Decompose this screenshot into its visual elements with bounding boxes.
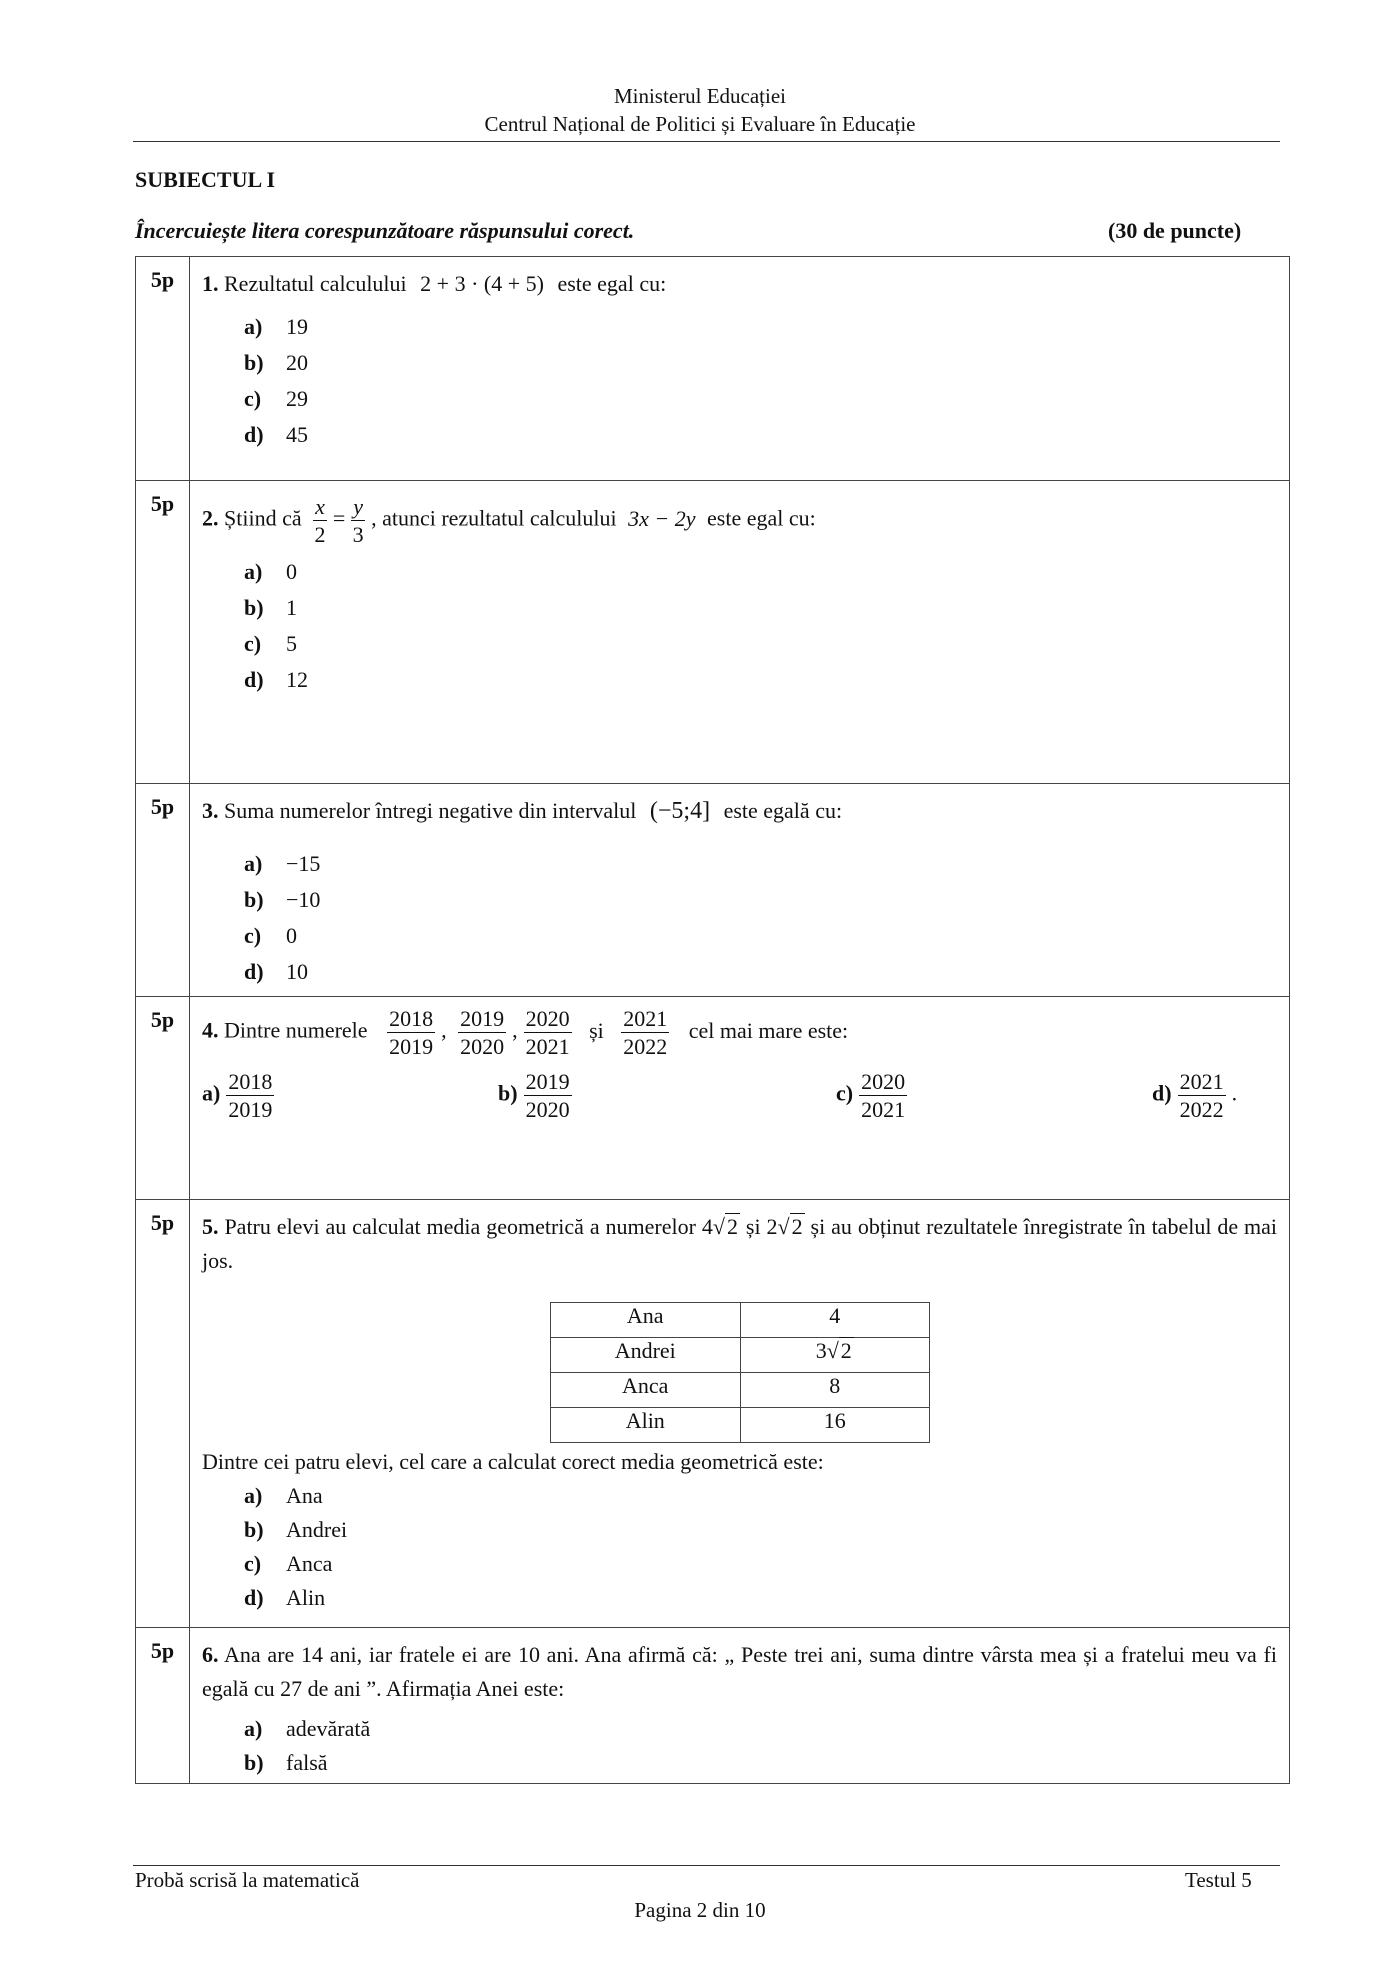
fraction-denominator: 2021 bbox=[861, 1097, 906, 1123]
option-b[interactable] bbox=[498, 1070, 578, 1121]
option-d[interactable] bbox=[244, 954, 1277, 990]
fraction-denominator: 2020 bbox=[525, 1097, 570, 1123]
student-result: 8 bbox=[740, 1373, 930, 1408]
stem-text: Ana are 14 ani, iar fratele ei are 10 ani. Ana afirmă că: „ Peste trei ani, suma dintre vârsta mea și a fratelui meu va fi egală cu 27 de ani ”. Afirmația Anei este: bbox=[202, 1642, 1277, 1701]
option-letter: a) bbox=[244, 1483, 263, 1508]
option-letter: d) bbox=[244, 959, 264, 984]
question-body bbox=[190, 1200, 1290, 1628]
fraction-numerator: y bbox=[351, 495, 365, 521]
math-expression: 2 + 3 · (4 + 5) bbox=[420, 271, 544, 296]
instruction-text: Încercuiește litera corespunzătoare răspunsului corect. bbox=[135, 218, 635, 243]
header-divider bbox=[133, 141, 1280, 142]
question-row-2 bbox=[136, 481, 1290, 784]
fraction bbox=[859, 1070, 907, 1121]
fraction-denominator: 3 bbox=[352, 522, 364, 548]
option-letter: a) bbox=[244, 851, 263, 876]
option-d[interactable] bbox=[244, 1581, 1277, 1615]
stem-text: și au obținut rezultatele înregistrate în tabelul de mai jos. bbox=[202, 1214, 1278, 1273]
option-letter: d) bbox=[244, 667, 264, 693]
option-value: Alin bbox=[286, 1585, 326, 1610]
question-row-4 bbox=[136, 997, 1290, 1200]
student-name: Anca bbox=[551, 1373, 741, 1408]
fraction-numerator: 2018 bbox=[387, 1007, 435, 1033]
option-value: 19 bbox=[286, 314, 308, 339]
options-list bbox=[244, 1479, 1277, 1615]
question-number: 4. bbox=[202, 1017, 219, 1043]
option-letter: c) bbox=[244, 631, 262, 657]
footer-divider bbox=[133, 1865, 1280, 1866]
option-letter: a) bbox=[202, 1080, 221, 1106]
option-value: 20 bbox=[286, 350, 308, 375]
results-row bbox=[551, 1373, 930, 1408]
stem-text: Rezultatul calculului bbox=[224, 271, 407, 296]
option-c[interactable] bbox=[244, 1547, 1277, 1581]
option-letter: b) bbox=[244, 350, 264, 375]
option-d[interactable] bbox=[1152, 1070, 1237, 1121]
question-body bbox=[190, 1628, 1290, 1784]
option-c[interactable] bbox=[836, 1070, 913, 1121]
option-letter: d) bbox=[244, 422, 264, 447]
fraction bbox=[387, 1007, 435, 1058]
stem-text: este egală cu: bbox=[723, 798, 843, 823]
question-number: 3. bbox=[202, 798, 219, 823]
option-b[interactable] bbox=[244, 1746, 1277, 1780]
section-title: SUBIECTUL I bbox=[135, 167, 276, 192]
fraction bbox=[313, 495, 327, 546]
stem-text: Patru elevi au calculat media geometrică a numerelor bbox=[224, 1214, 696, 1239]
fraction bbox=[1178, 1070, 1226, 1121]
results-row bbox=[551, 1408, 930, 1443]
option-letter: d) bbox=[244, 1585, 264, 1610]
option-value: falsă bbox=[286, 1750, 328, 1775]
option-letter: d) bbox=[1152, 1080, 1172, 1106]
option-value: 0 bbox=[286, 923, 297, 948]
fraction-numerator: 2020 bbox=[524, 1007, 572, 1033]
equals-sign: = bbox=[332, 505, 346, 531]
question-number: 5. bbox=[202, 1214, 219, 1239]
options-list bbox=[244, 309, 1277, 453]
fraction bbox=[524, 1007, 572, 1058]
sqrt-icon: √2 bbox=[826, 1338, 852, 1363]
option-letter: c) bbox=[244, 923, 262, 948]
fraction-numerator: 2020 bbox=[859, 1070, 907, 1096]
results-row bbox=[551, 1303, 930, 1338]
fraction-denominator: 2019 bbox=[228, 1097, 273, 1123]
option-a[interactable] bbox=[244, 309, 1277, 345]
fraction-denominator: 2022 bbox=[623, 1034, 668, 1060]
options-row bbox=[202, 1064, 1277, 1174]
question-points: 5p bbox=[136, 1200, 190, 1628]
option-value: 1 bbox=[286, 595, 297, 621]
fraction bbox=[458, 1007, 506, 1058]
option-c[interactable] bbox=[244, 381, 1277, 417]
stem-text: Dintre numerele bbox=[224, 1017, 368, 1043]
question-body bbox=[190, 481, 1290, 784]
option-a[interactable] bbox=[202, 1070, 280, 1121]
question-row-6 bbox=[136, 1628, 1290, 1784]
option-value: −10 bbox=[286, 887, 321, 912]
option-b[interactable] bbox=[244, 590, 1277, 626]
stem-text: și bbox=[589, 1017, 604, 1043]
student-name: Alin bbox=[551, 1408, 741, 1443]
question-stem bbox=[202, 495, 1277, 546]
results-row bbox=[551, 1338, 930, 1373]
question-number: 2. bbox=[202, 505, 219, 531]
points-total: (30 de puncte) bbox=[1108, 218, 1242, 243]
radical-coefficient: 2 bbox=[766, 1214, 778, 1239]
question-points: 5p bbox=[136, 997, 190, 1200]
options-list bbox=[244, 554, 1277, 698]
option-d[interactable] bbox=[244, 662, 1277, 698]
question-points: 5p bbox=[136, 784, 190, 997]
stem-text: Știind că bbox=[224, 505, 302, 531]
question-stem bbox=[202, 1638, 1277, 1706]
option-c[interactable] bbox=[244, 626, 1277, 662]
radicand: 2 bbox=[840, 1338, 852, 1363]
student-name: Ana bbox=[551, 1303, 741, 1338]
math-expression: 3x − 2y bbox=[628, 505, 696, 531]
option-d[interactable] bbox=[244, 417, 1277, 453]
fraction bbox=[621, 1007, 669, 1058]
separator: , bbox=[441, 1017, 447, 1043]
question-body bbox=[190, 257, 1290, 481]
option-value: adevărată bbox=[286, 1716, 371, 1741]
fraction-denominator: 2020 bbox=[460, 1034, 505, 1060]
fraction bbox=[226, 1070, 274, 1121]
separator: , bbox=[512, 1017, 518, 1043]
stem-text: Suma numerelor întregi negative din intervalul bbox=[224, 798, 637, 823]
fraction-numerator: x bbox=[313, 495, 327, 521]
option-value: 5 bbox=[286, 631, 297, 657]
stem-text: și bbox=[745, 1214, 761, 1239]
option-value: 12 bbox=[286, 667, 308, 693]
student-result: 4 bbox=[740, 1303, 930, 1338]
radicand: 2 bbox=[726, 1214, 738, 1239]
option-value: 0 bbox=[286, 559, 297, 585]
sqrt-icon: √2 bbox=[712, 1214, 738, 1239]
option-c[interactable] bbox=[244, 918, 1277, 954]
fraction bbox=[351, 495, 365, 546]
options-list bbox=[244, 846, 1277, 990]
option-letter: b) bbox=[244, 887, 264, 912]
student-name: Andrei bbox=[551, 1338, 741, 1373]
question-row-1 bbox=[136, 257, 1290, 481]
option-letter: c) bbox=[244, 386, 262, 411]
fraction-numerator: 2021 bbox=[621, 1007, 669, 1033]
footer-test-number: Testul 5 bbox=[1185, 1868, 1252, 1892]
fraction-numerator: 2021 bbox=[1178, 1070, 1226, 1096]
stem-text: , atunci rezultatul calculului bbox=[371, 505, 617, 531]
question-number: 1. bbox=[202, 271, 219, 296]
question-subprompt: Dintre cei patru elevi, cel care a calculat corect media geometrică este: bbox=[202, 1449, 824, 1474]
option-b[interactable] bbox=[244, 882, 1277, 918]
results-table bbox=[550, 1302, 930, 1443]
option-b[interactable] bbox=[244, 1513, 1277, 1547]
option-letter: c) bbox=[836, 1080, 854, 1106]
fraction-numerator: 2019 bbox=[524, 1070, 572, 1096]
student-result bbox=[740, 1338, 930, 1373]
fraction-denominator: 2019 bbox=[389, 1034, 434, 1060]
stem-text: este egal cu: bbox=[707, 505, 816, 531]
option-value: Andrei bbox=[286, 1517, 348, 1542]
footer-page-number: Pagina 2 din 10 bbox=[634, 1898, 766, 1922]
fraction-denominator: 2022 bbox=[1179, 1097, 1224, 1123]
option-a[interactable] bbox=[244, 1479, 1277, 1513]
option-value: Anca bbox=[286, 1551, 333, 1576]
option-a[interactable] bbox=[244, 554, 1277, 590]
option-value: −15 bbox=[286, 851, 321, 876]
option-value: Ana bbox=[286, 1483, 323, 1508]
sqrt-icon: √2 bbox=[777, 1214, 803, 1239]
fraction bbox=[524, 1070, 572, 1121]
options-list bbox=[244, 1712, 1277, 1780]
question-body bbox=[190, 997, 1290, 1200]
fraction-numerator: 2019 bbox=[458, 1007, 506, 1033]
option-value: 29 bbox=[286, 386, 308, 411]
radical-coefficient: 4 bbox=[701, 1214, 713, 1239]
option-letter: a) bbox=[244, 559, 263, 585]
question-stem bbox=[202, 794, 1277, 828]
header-ministry: Ministerul Educației bbox=[613, 84, 787, 108]
option-value: 10 bbox=[286, 959, 308, 984]
questions-table bbox=[135, 256, 1290, 1784]
header-center: Centrul Național de Politici și Evaluare în Educație bbox=[484, 112, 916, 136]
question-points: 5p bbox=[136, 481, 190, 784]
student-result: 16 bbox=[740, 1408, 930, 1443]
stem-text: cel mai mare este: bbox=[688, 1017, 849, 1043]
question-points: 5p bbox=[136, 257, 190, 481]
fraction-denominator: 2 bbox=[314, 522, 326, 548]
question-points: 5p bbox=[136, 1628, 190, 1784]
option-a[interactable] bbox=[244, 1712, 1277, 1746]
option-letter: b) bbox=[244, 1517, 264, 1542]
option-value: 45 bbox=[286, 422, 308, 447]
end-mark: . bbox=[1231, 1080, 1238, 1106]
option-b[interactable] bbox=[244, 345, 1277, 381]
question-row-3 bbox=[136, 784, 1290, 997]
option-letter: a) bbox=[244, 314, 263, 339]
option-letter: c) bbox=[244, 1551, 262, 1576]
question-number: 6. bbox=[202, 1642, 219, 1667]
math-expression: (−5;4] bbox=[649, 798, 711, 824]
option-a[interactable] bbox=[244, 846, 1277, 882]
footer-exam-name: Probă scrisă la matematică bbox=[135, 1868, 360, 1892]
fraction-numerator: 2018 bbox=[226, 1070, 274, 1096]
option-letter: b) bbox=[244, 1750, 264, 1775]
fraction-denominator: 2021 bbox=[525, 1034, 570, 1060]
question-body bbox=[190, 784, 1290, 997]
radicand: 2 bbox=[791, 1214, 803, 1239]
question-stem bbox=[202, 1007, 1277, 1058]
stem-text: este egal cu: bbox=[557, 271, 667, 296]
question-stem bbox=[202, 267, 1277, 301]
question-stem bbox=[202, 1210, 1277, 1278]
option-letter: b) bbox=[244, 595, 264, 621]
option-letter: a) bbox=[244, 1716, 263, 1741]
option-letter: b) bbox=[498, 1080, 518, 1106]
radical-coefficient: 3 bbox=[815, 1338, 827, 1363]
question-row-5 bbox=[136, 1200, 1290, 1628]
